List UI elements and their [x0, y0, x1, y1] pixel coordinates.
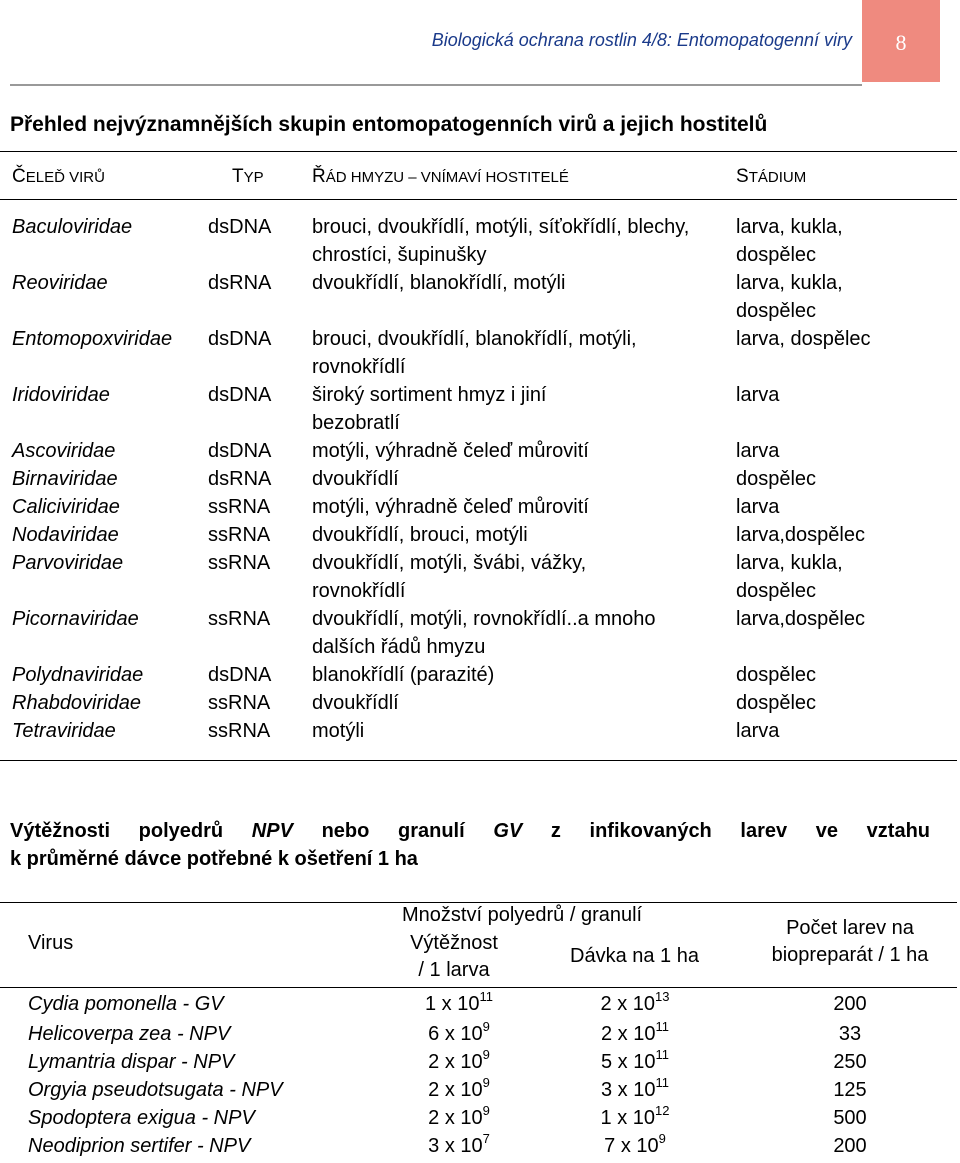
family-cell: Iridoviridae — [12, 384, 110, 406]
section2-title-line1: Výtěžnosti polyedrů NPV nebo granulí GV z infikovaných larev ve vztahu — [10, 820, 931, 842]
header-stage: STÁDIUM — [736, 166, 807, 187]
table-row — [0, 1076, 957, 1104]
hosts-cell: dvoukřídlí, blanokřídlí, motýli — [312, 272, 566, 294]
hosts-cell: motýli, výhradně čeleď můrovití — [312, 440, 589, 462]
header-virus: Virus — [28, 932, 74, 954]
stage-cell: dospělec — [736, 468, 817, 490]
type-cell: ssRNA — [208, 608, 271, 630]
type-cell: ssRNA — [208, 552, 271, 574]
type-cell: dsRNA — [208, 468, 272, 490]
family-cell: Parvoviridae — [12, 552, 124, 574]
family-cell: Entomopoxviridae — [12, 328, 173, 350]
table-row — [0, 1048, 957, 1076]
stage-cell: dospělec — [736, 664, 817, 686]
hosts-cell: dvoukřídlí, motýli, rovnokřídlí..a mnoho dalších řádů hmyzu — [312, 608, 656, 658]
hosts-cell: dvoukřídlí, motýli, švábi, vážky, rovnokřídlí — [312, 552, 587, 602]
larvae-cell: 250 — [833, 1051, 867, 1073]
family-cell: Reoviridae — [12, 272, 108, 294]
table-row — [0, 381, 957, 437]
stage-cell: larva — [736, 384, 780, 406]
family-cell: Nodaviridae — [12, 524, 119, 546]
virus-cell: Orgyia pseudotsugata - NPV — [28, 1079, 283, 1101]
family-cell: Baculoviridae — [12, 216, 133, 238]
virus-cell: Cydia pomonella - GV — [28, 993, 224, 1015]
header-type: TYP — [232, 166, 264, 187]
table-row — [0, 213, 957, 269]
hosts-cell: dvoukřídlí, brouci, motýli — [312, 524, 528, 546]
virus-cell: Spodoptera exigua - NPV — [28, 1107, 255, 1129]
header-order-hosts: ŘÁD HMYZU – VNÍMAVÍ HOSTITELÉ — [312, 166, 569, 187]
table2-header-rule — [0, 987, 957, 988]
table-row — [0, 493, 957, 521]
yield-cell: 6 x $10^9$ — [428, 1019, 490, 1045]
hosts-cell: motýli — [312, 720, 365, 742]
section1-title: Přehled nejvýznamnějších skupin entomopatogenních virů a jejich hostitelů — [10, 113, 768, 136]
dose-cell: 2 x $10^{13}$ — [600, 989, 670, 1015]
yield-cell: 2 x $10^9$ — [428, 1047, 490, 1073]
table-row — [0, 1020, 957, 1048]
family-cell: Picornaviridae — [12, 608, 139, 630]
table-row — [0, 521, 957, 549]
hosts-cell: brouci, dvoukřídlí, blanokřídlí, motýli, rovnokřídlí — [312, 328, 637, 378]
header-group-amount: Množství polyedrů / granulí — [402, 904, 643, 926]
table1-top-rule — [0, 151, 957, 152]
type-cell: dsDNA — [208, 440, 272, 462]
dose-cell: 2 x $10^{11}$ — [601, 1019, 669, 1045]
yield-cell: 3 x $10^7$ — [428, 1131, 490, 1157]
table1-bottom-rule — [0, 760, 957, 761]
stage-cell: larva,dospělec — [736, 524, 865, 546]
table-row — [0, 689, 957, 717]
virus-cell: Neodiprion sertifer - NPV — [28, 1135, 251, 1157]
family-cell: Polydnaviridae — [12, 664, 144, 686]
yield-cell: 1 x $10^{11}$ — [425, 989, 493, 1015]
type-cell: ssRNA — [208, 496, 271, 518]
header-larvae-count: Počet larev na biopreparát / 1 ha — [771, 917, 929, 966]
stage-cell: dospělec — [736, 692, 817, 714]
type-cell: dsDNA — [208, 328, 272, 350]
section2-title-line2: k průměrné dávce potřebné k ošetření 1 ha — [10, 848, 418, 870]
header-family: ČELEĎ VIRŮ — [12, 166, 105, 187]
yield-cell: 2 x $10^9$ — [428, 1103, 490, 1129]
family-cell: Tetraviridae — [12, 720, 116, 742]
type-cell: ssRNA — [208, 720, 271, 742]
page-number: 8 — [895, 30, 907, 55]
virus-cell: Lymantria dispar - NPV — [28, 1051, 235, 1073]
table1-header-rule — [0, 199, 957, 200]
stage-cell: larva — [736, 440, 780, 462]
header-dose: Dávka na 1 ha — [570, 945, 699, 967]
stage-cell: larva,dospělec — [736, 608, 865, 630]
type-cell: dsDNA — [208, 216, 272, 238]
hosts-cell: blanokřídlí (parazité) — [312, 664, 495, 686]
yield-cell: 2 x $10^9$ — [428, 1075, 490, 1101]
type-cell: ssRNA — [208, 692, 271, 714]
table-row — [0, 465, 957, 493]
table-row — [0, 549, 957, 605]
stage-cell: larva, kukla, dospělec — [736, 216, 843, 266]
table-row — [0, 717, 957, 745]
larvae-cell: 200 — [833, 1135, 867, 1157]
table-row — [0, 1132, 957, 1160]
larvae-cell: 200 — [833, 993, 867, 1015]
dose-cell: 5 x $10^{11}$ — [601, 1047, 669, 1073]
stage-cell: larva, kukla, dospělec — [736, 552, 843, 602]
larvae-cell: 125 — [833, 1079, 867, 1101]
hosts-cell: motýli, výhradně čeleď můrovití — [312, 496, 589, 518]
page-number-box — [862, 0, 940, 82]
table-row — [0, 661, 957, 689]
table-row — [0, 990, 957, 1018]
dose-cell: 7 x $10^9$ — [604, 1131, 666, 1157]
dose-cell: 3 x $10^{11}$ — [601, 1075, 669, 1101]
hosts-cell: dvoukřídlí — [312, 468, 399, 490]
table-row — [0, 325, 957, 381]
dose-cell: 1 x $10^{12}$ — [600, 1103, 670, 1129]
family-cell: Birnaviridae — [12, 468, 118, 490]
hosts-cell: široký sortiment hmyz i jiní bezobratlí — [312, 384, 547, 434]
family-cell: Ascoviridae — [12, 440, 116, 462]
larvae-cell: 33 — [838, 1023, 862, 1045]
hosts-cell: dvoukřídlí — [312, 692, 399, 714]
running-header: Biologická ochrana rostlin 4/8: Entomopatogenní viry — [431, 30, 852, 50]
header-rule — [10, 84, 862, 86]
stage-cell: larva — [736, 720, 780, 742]
table-row — [0, 1104, 957, 1132]
type-cell: ssRNA — [208, 524, 271, 546]
type-cell: dsRNA — [208, 272, 272, 294]
larvae-cell: 500 — [833, 1107, 867, 1129]
type-cell: dsDNA — [208, 664, 272, 686]
header-yield: Výtěžnost / 1 larva — [410, 932, 498, 981]
virus-table — [0, 213, 957, 745]
hosts-cell: brouci, dvoukřídlí, motýli, síťokřídlí, blechy, chrostíci, šupinušky — [312, 216, 690, 266]
virus-cell: Helicoverpa zea - NPV — [28, 1023, 231, 1045]
stage-cell: larva, dospělec — [736, 328, 871, 350]
family-cell: Rhabdoviridae — [12, 692, 141, 714]
stage-cell: larva — [736, 496, 780, 518]
section2-title — [10, 817, 930, 873]
family-cell: Caliciviridae — [12, 496, 120, 518]
table-row — [0, 437, 957, 465]
table-row — [0, 605, 957, 661]
table-row — [0, 269, 957, 325]
stage-cell: larva, kukla, dospělec — [736, 272, 843, 322]
type-cell: dsDNA — [208, 384, 272, 406]
